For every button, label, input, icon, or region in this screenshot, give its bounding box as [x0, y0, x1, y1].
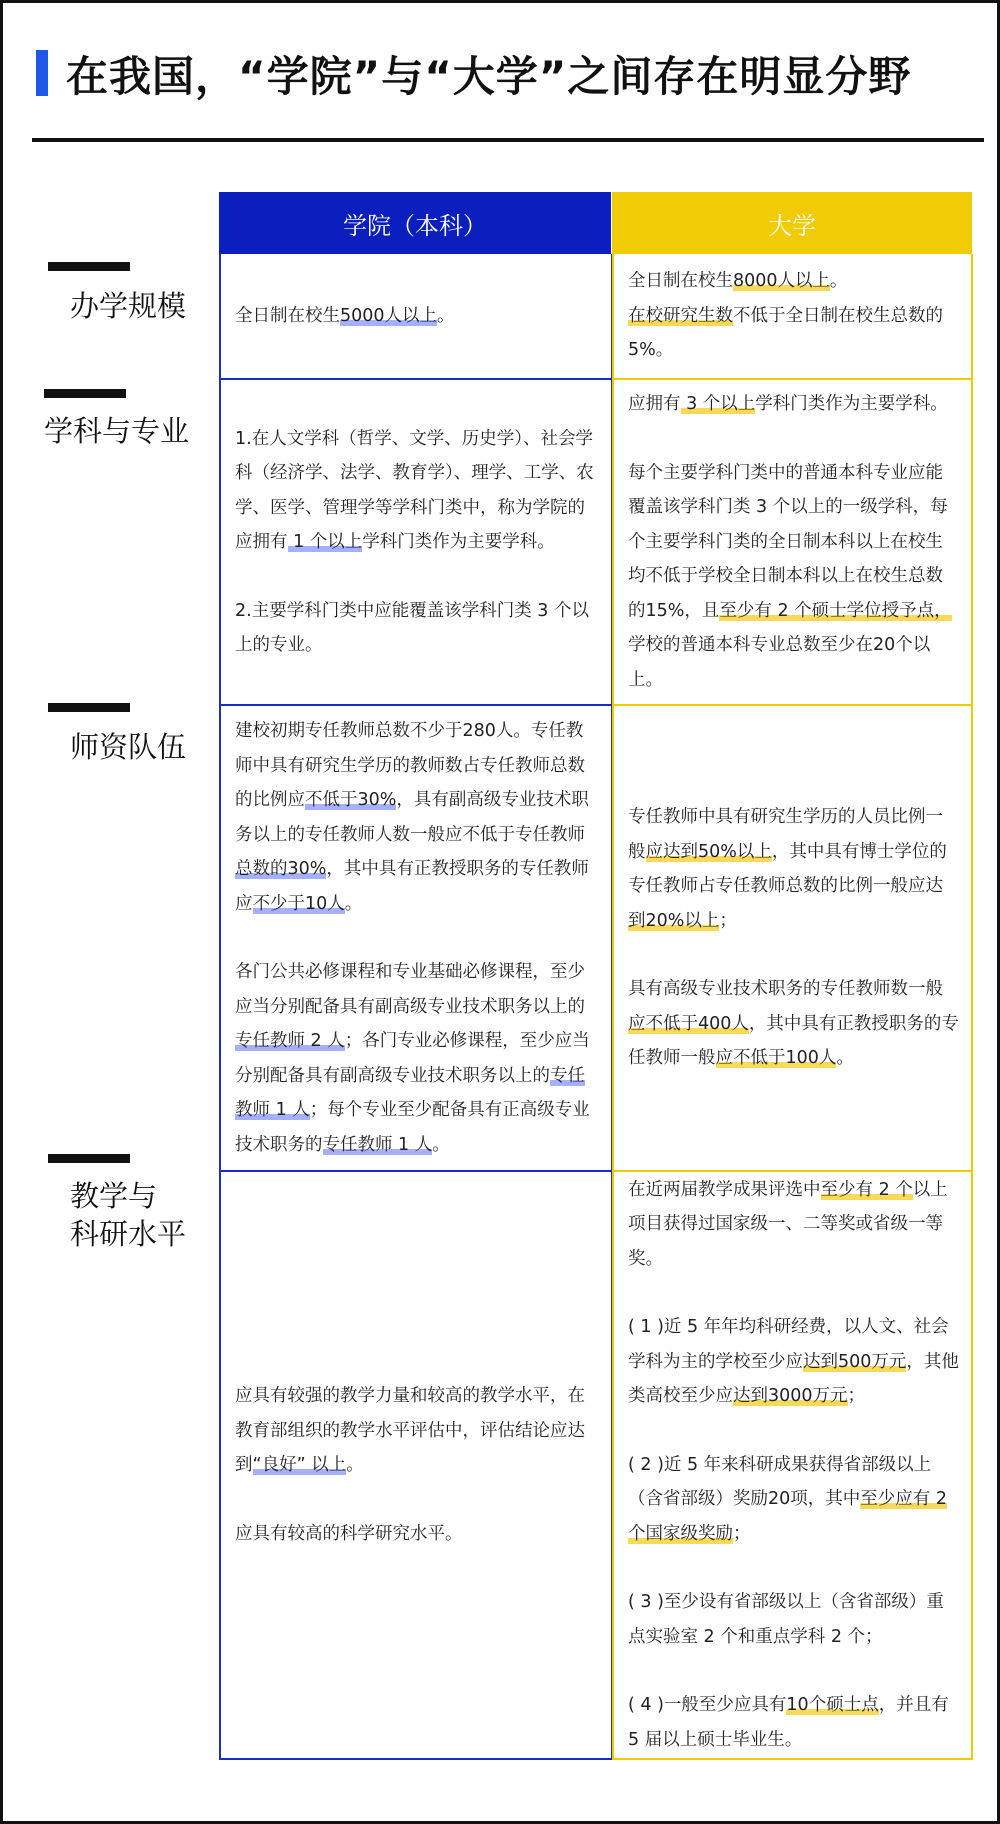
cell-paragraph	[235, 594, 599, 663]
text-run: 。	[344, 893, 363, 914]
category-label: 学科与专业	[44, 414, 190, 448]
text-run: 应具有较强的教学力量和较高的教学水平，在教育部组织的教学水平评估中，评估结论应达到	[235, 1386, 585, 1475]
cell-paragraph	[235, 1517, 599, 1552]
text-run: 。	[432, 1134, 450, 1155]
category-dash	[44, 389, 126, 398]
text-run: ，其他类高校至少应	[628, 1351, 959, 1407]
text-run: 全日制在校生	[628, 271, 733, 292]
text-run: 以上项目获得过国家级一、二等奖或省级一等奖。	[628, 1179, 948, 1269]
highlighted-text: 达到3000万元	[733, 1386, 848, 1407]
text-run: 。	[437, 305, 455, 326]
cell-paragraph	[235, 714, 599, 921]
page-title: 在我国，“学院”与“大学”之间存在明显分野	[66, 52, 912, 101]
cell-paragraph	[628, 456, 959, 698]
cell-paragraph	[628, 1688, 959, 1757]
highlighted-text: “良好” 以上	[252, 1455, 347, 1475]
highlighted-text: 3 个以上	[680, 394, 756, 414]
cell-paragraph	[235, 299, 599, 334]
cell-paragraph	[628, 1310, 959, 1414]
category-label: 办学规模	[70, 289, 187, 323]
text-run: ，具有副高级专业技术职务以上的专任教师人数一般应不低于专任教师	[235, 790, 589, 845]
highlighted-text: 应不低于100人	[715, 1048, 837, 1069]
text-run: ；各门专业必修课程，至少应当分别配备具有副高级专业技术职务以上的	[235, 1031, 590, 1086]
category-label: 科研水平	[70, 1217, 187, 1251]
highlighted-text: 5000人以上	[340, 305, 438, 326]
category-disciplines	[44, 389, 189, 450]
university-cell-disciplines	[612, 380, 973, 706]
cell-paragraph	[235, 1379, 599, 1483]
highlighted-text: 应达到50%以上	[645, 841, 772, 862]
text-run: ；每个专业至少配备具有正高级专业技术职务的	[235, 1100, 590, 1155]
category-label: 教学与	[70, 1179, 158, 1213]
text-run: ，其中具有正教授职务的专任教师应	[235, 859, 589, 914]
university-cell-teaching-research	[612, 1172, 973, 1760]
college-cell-teaching-research	[219, 1172, 613, 1760]
text-run: ( 4 )一般至少应具有	[628, 1695, 787, 1716]
highlighted-text: 专任教师 1 人	[235, 1065, 585, 1120]
text-run: 在近两届教学成果评选中	[628, 1179, 821, 1200]
category-label: 师资队伍	[70, 730, 187, 764]
cell-paragraph	[628, 972, 959, 1076]
text-run: ( 2 )近 5 年来科研成果获得省部级以上（含省部级）奖励20项，其中	[628, 1454, 932, 1510]
university-cell-scale	[612, 254, 973, 380]
cell-paragraph	[628, 1585, 959, 1654]
highlighted-text: 专任教师 2 人	[235, 1031, 345, 1051]
category-dash	[48, 262, 130, 271]
text-run: ；	[847, 1386, 866, 1407]
category-teaching-research	[48, 1154, 186, 1253]
text-run: ( 1 )近 5 年年均科研经费，以人文、社会学科为主的学校至少应	[628, 1317, 949, 1372]
highlighted-text: 在校研究生数	[628, 305, 733, 326]
text-run: 学校的普通本科专业总数至少在20个以上。	[628, 635, 931, 690]
highlighted-text: 应不低于400人	[628, 1013, 749, 1034]
text-run: 应具有较高的科学研究水平。	[235, 1523, 463, 1544]
highlighted-text: 总数的30%	[235, 859, 327, 879]
highlighted-text: 8000人以上	[733, 271, 831, 292]
text-run: 全日制在校生	[235, 305, 340, 326]
text-run: ；	[733, 1523, 751, 1544]
cell-paragraph	[628, 264, 959, 368]
college-cell-disciplines	[219, 380, 613, 706]
highlighted-text: 1 个以上	[287, 532, 363, 552]
text-run: 学科门类作为主要学科。	[755, 394, 948, 414]
university-cell-faculty	[612, 706, 973, 1172]
text-run: 。	[346, 1455, 364, 1475]
cell-paragraph	[628, 1173, 959, 1277]
category-dash	[48, 703, 130, 712]
text-run: 1.在人文学科（哲学、文学、历史学）、社会学科（经济学、法学、教育学）、理学、工学、农学、医学、管理学等学科门类中，称为学院的应拥有	[235, 428, 594, 552]
category-scale	[48, 262, 186, 325]
title-accent-bar	[36, 50, 48, 96]
cell-paragraph	[235, 955, 599, 1162]
highlighted-text: 专任教师 1 人	[322, 1134, 433, 1155]
text-run: 应拥有	[628, 394, 681, 414]
text-run: 具有高级专业技术职务的专任教师数一般	[628, 979, 943, 1000]
category-dash	[48, 1154, 130, 1163]
text-run: ，其中具有正教授职务的专任教师一般	[628, 1013, 959, 1069]
text-run: 不低于全日制在校生总数的5%。	[628, 305, 943, 361]
highlighted-text: 至少有 2 个硕士学位授予点，	[719, 600, 952, 621]
highlighted-text: 到20%以上	[628, 910, 720, 931]
cell-paragraph	[235, 422, 599, 560]
cell-paragraph	[628, 387, 959, 422]
text-run: 专任教师中具有研究生学历的人员比例一般	[628, 807, 943, 862]
text-run: 。	[830, 271, 848, 292]
highlighted-text: 不低于30%	[305, 790, 397, 810]
cell-paragraph	[628, 1448, 959, 1552]
text-run: 。	[836, 1048, 854, 1069]
highlighted-text: 不少于10人	[252, 893, 345, 914]
highlighted-text: 10个硕士点	[786, 1695, 879, 1716]
college-cell-faculty	[219, 706, 613, 1172]
text-run: 2.主要学科门类中应能覆盖该学科门类 3 个以上的专业。	[235, 600, 589, 655]
title-divider	[32, 138, 984, 142]
college-column-header: 学院（本科）	[219, 192, 611, 254]
cell-paragraph	[628, 800, 959, 938]
text-run: 各门公共必修课程和专业基础必修课程，至少应当分别配备具有副高级专业技术职务以上的	[235, 962, 585, 1017]
text-run: 建校初期专任教师总数不少于280人。专任教师中具有研究生学历的教师数占专任教师总数的比例应	[235, 721, 585, 810]
text-run: 每个主要学科门类中的普通本科专业应能覆盖该学科门类 3 个以上的一级学科，每个主要学科门类的全日制本科以上在校生均不低于学校全日制本科以上在校生总数的15%，且	[628, 462, 948, 621]
highlighted-text: 达到500万元	[803, 1351, 907, 1372]
text-run: ，并且有 5 届以上硕士毕业生。	[628, 1695, 949, 1750]
text-run: ；	[719, 910, 737, 931]
highlighted-text: 至少应有 2 个国家级奖励	[628, 1489, 947, 1544]
text-run: 学科门类作为主要学科。	[362, 532, 555, 552]
text-run: ，其中具有博士学位的专任教师占专任教师总数的比例一般应达	[628, 841, 947, 897]
university-column-header: 大学	[612, 192, 972, 254]
text-run: ( 3 )至少设有省部级以上（含省部级）重点实验室 2 个和重点学科 2 个；	[628, 1592, 944, 1647]
highlighted-text: 至少有 2 个	[820, 1179, 913, 1200]
college-cell-scale	[219, 254, 613, 380]
category-faculty	[48, 703, 186, 766]
